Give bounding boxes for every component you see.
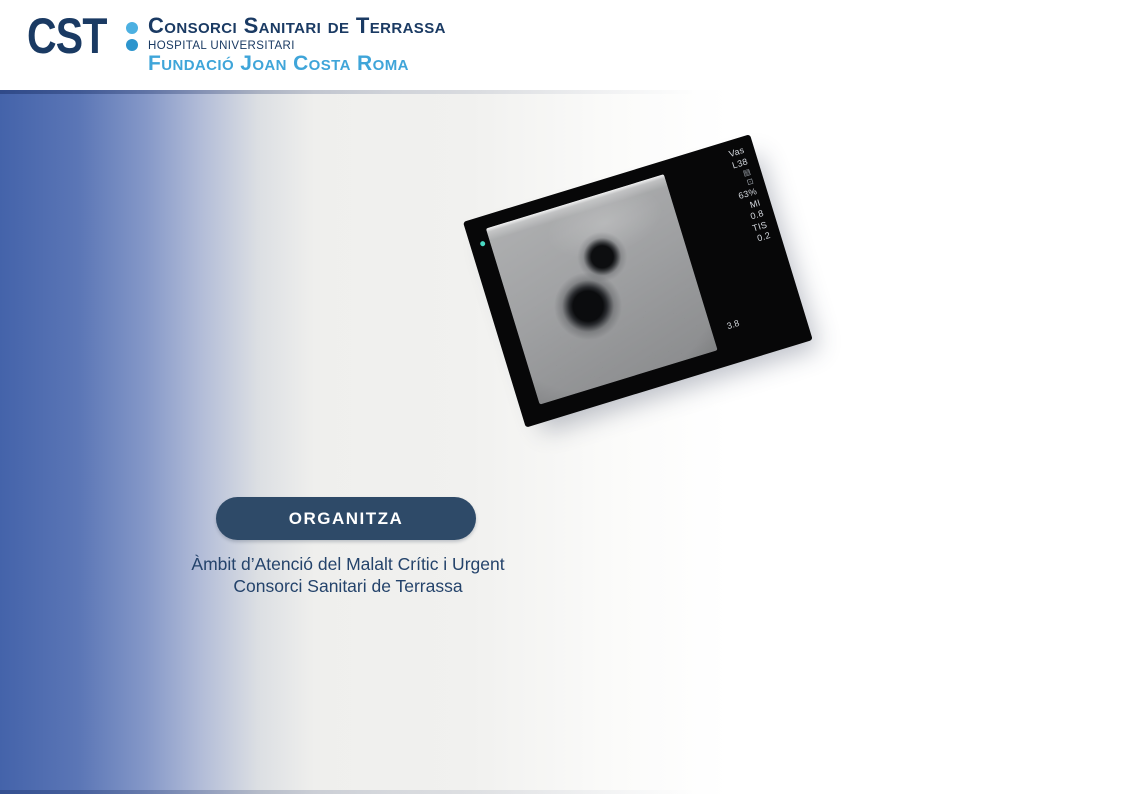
cst-acronym: CST — [27, 8, 107, 64]
us-depth-value: 3.8 — [725, 317, 741, 332]
us-gain-value: 63% — [737, 185, 759, 202]
caption-line1: Àmbit d’Atenció del Malalt Crític i Urgent — [191, 554, 505, 574]
logo-colon-icon — [126, 22, 138, 51]
us-probe: L38 — [730, 155, 749, 171]
org-name: Consorci Sanitari de Terrassa — [148, 13, 446, 38]
vessel-cross-sections — [486, 174, 718, 404]
organizer-caption — [148, 554, 548, 597]
ultrasound-screen — [486, 174, 718, 404]
header — [0, 0, 1123, 90]
org-subtitle: HOSPITAL UNIVERSITARI — [148, 40, 295, 52]
us-mode: Vas — [727, 144, 746, 160]
logo-dot-bottom-icon — [126, 39, 138, 51]
us-thumbnail-icon: ▤ — [741, 166, 753, 178]
us-mi-value: 0.8 — [749, 207, 765, 222]
us-mi-label: MI — [748, 196, 762, 210]
logo-dot-top-icon — [126, 22, 138, 34]
foundation-name: Fundació Joan Costa Roma — [148, 52, 409, 75]
us-gain-icon: ⊡ — [745, 176, 755, 188]
caption-line2: Consorci Sanitari de Terrassa — [233, 575, 463, 596]
organitza-button: ORGANITZA — [216, 497, 476, 540]
us-tis-value: 0.2 — [755, 229, 772, 244]
hero-bottom-edge — [0, 790, 1123, 794]
logo-text — [148, 14, 446, 75]
us-tis-label: TIS — [751, 218, 769, 233]
probe-orientation-dot — [480, 241, 486, 247]
cst-logo — [27, 8, 446, 75]
hero-top-edge — [0, 90, 1123, 94]
